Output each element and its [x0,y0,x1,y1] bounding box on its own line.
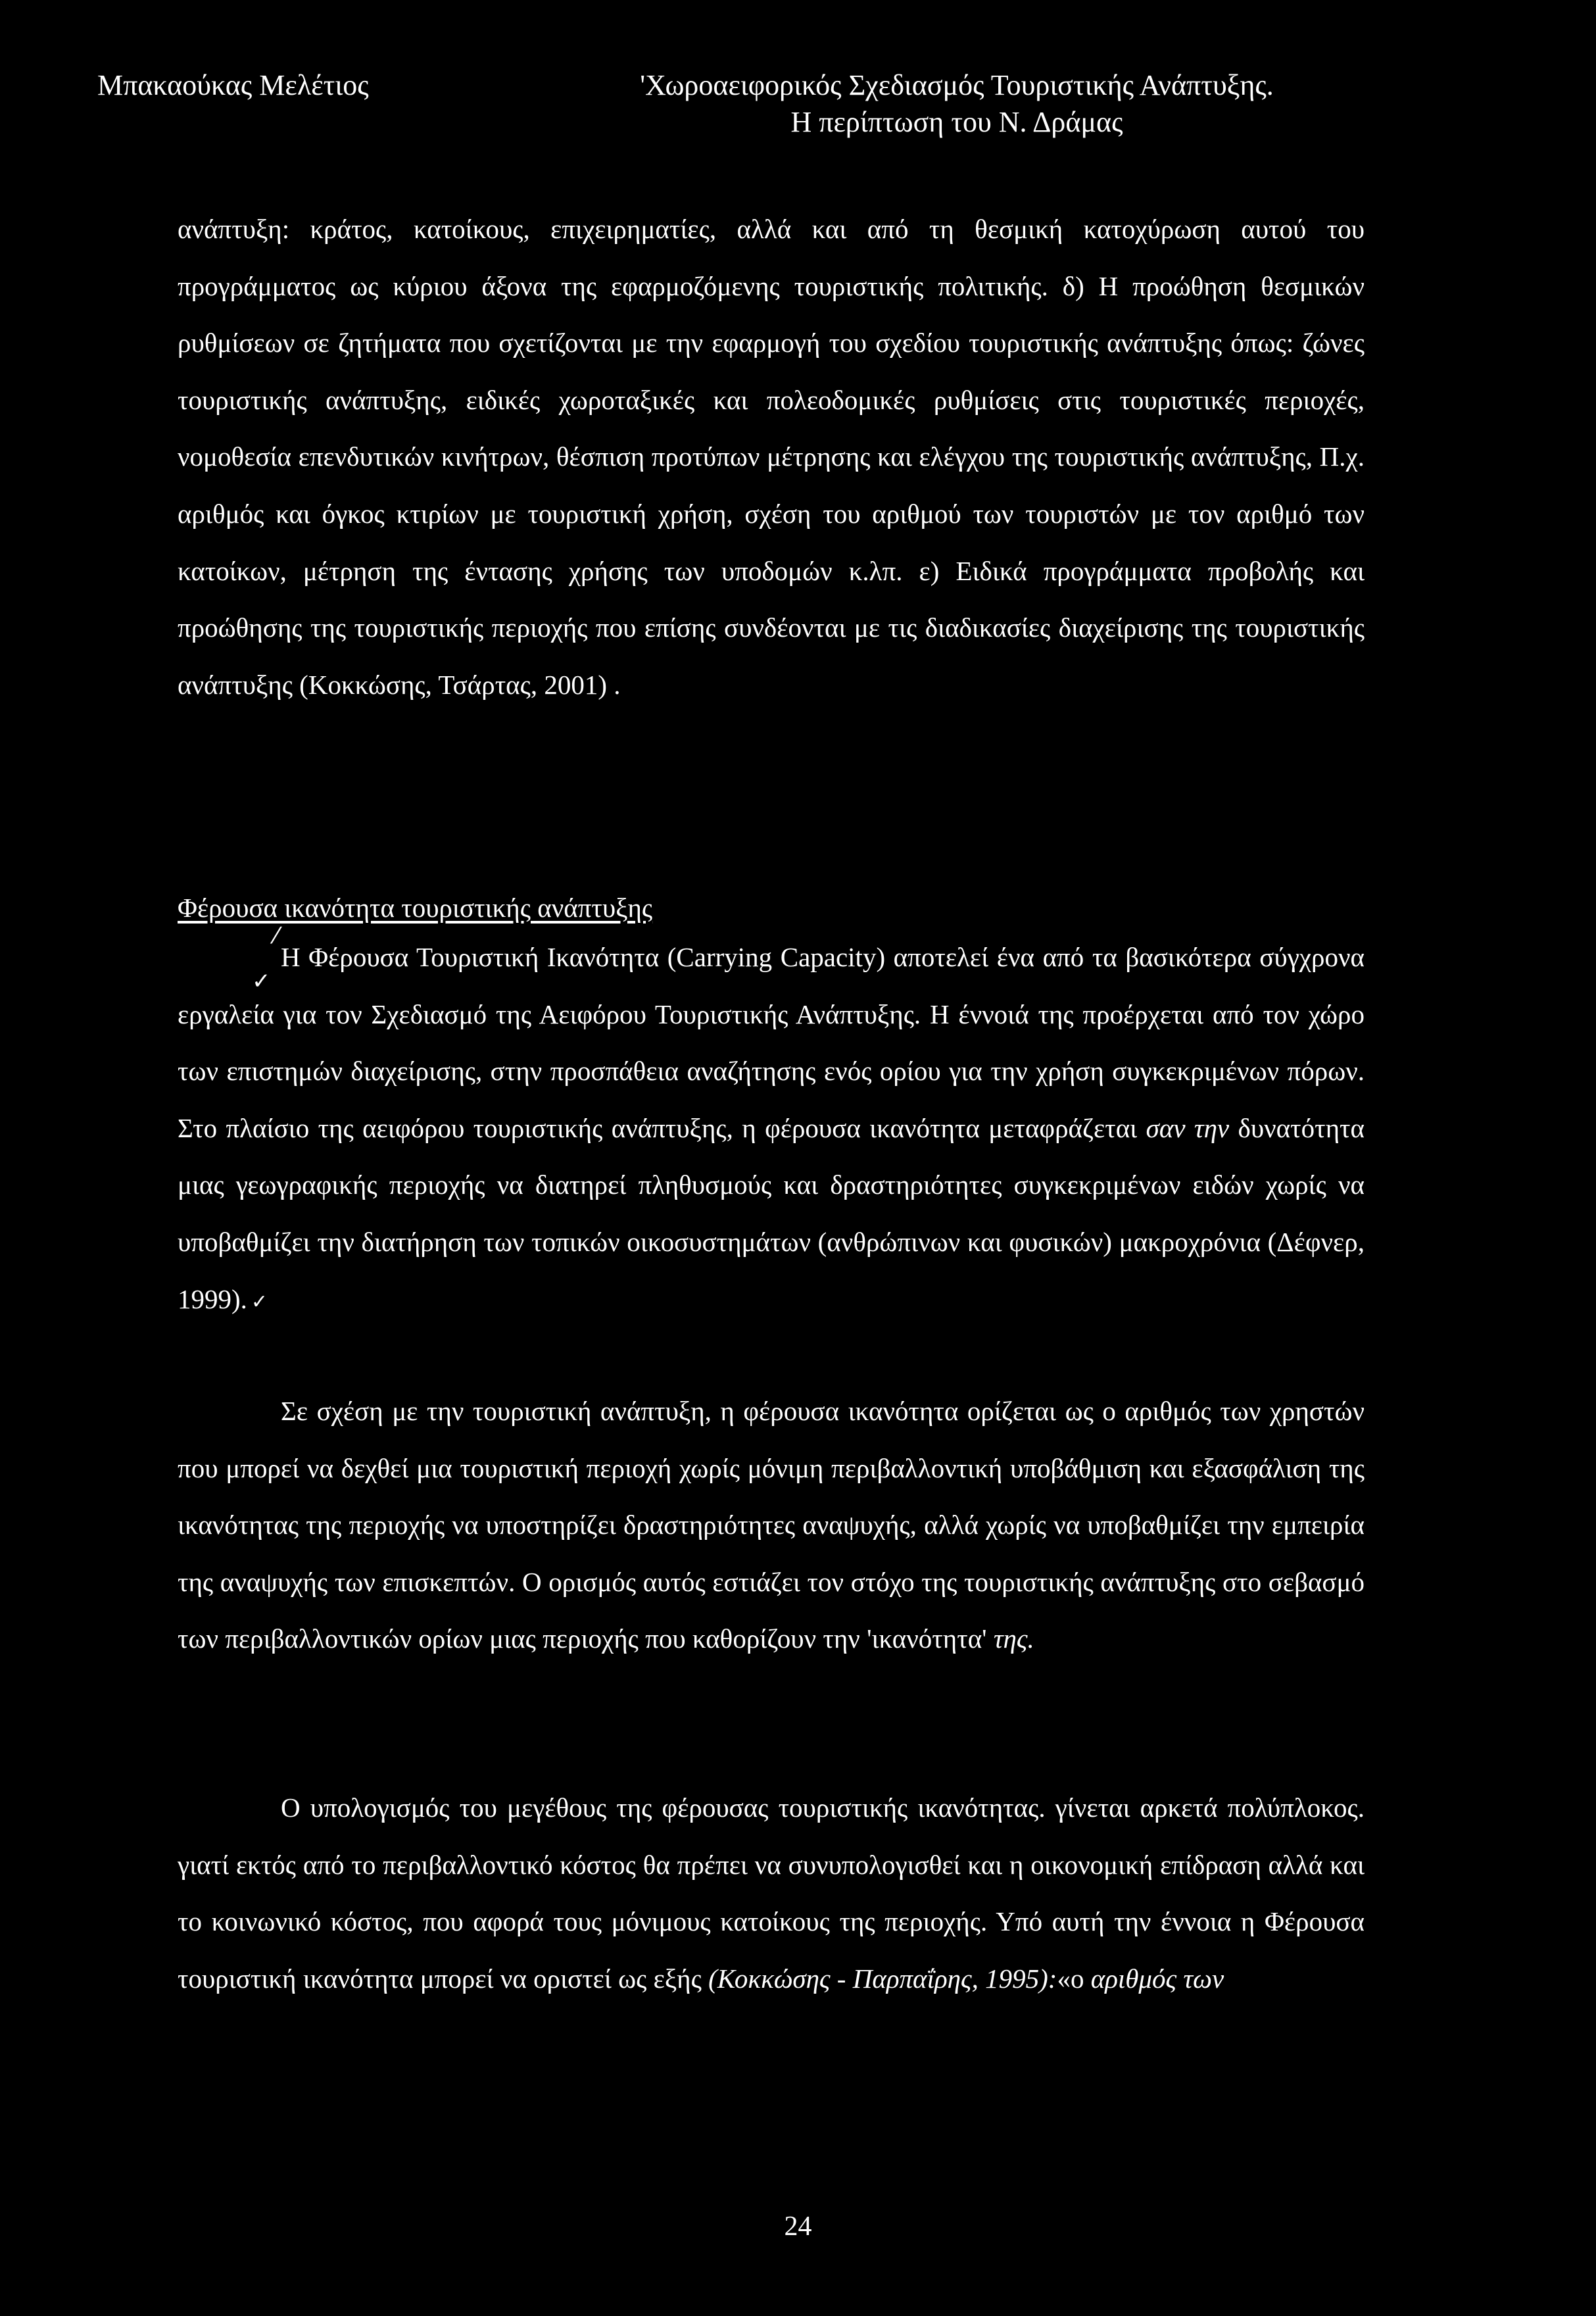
paragraph-4-italic-end: αριθμός των [1090,1963,1224,1994]
header-title-line2: Η περίπτωση του Ν. Δράμας [790,106,1123,138]
header-title [579,67,1335,141]
paragraph-2 [178,929,1365,1331]
header-title-line1: 'Χωροαειφορικός Σχεδιασμός Τουριστικής Ανάπτυξης. [640,69,1274,101]
paragraph-4-citation: (Κοκκώσης - Παρπαΐρης, 1995): [708,1963,1057,1994]
paragraph-2-text: Η Φέρουσα Τουριστική Ικανότητα (Carrying Capacity) αποτελεί ένα από τα βασικότερα σύγχρονα εργαλεία για τον Σχεδιασμό της Αειφόρου Τουριστικής Ανάπτυξης. Η έννοιά της προέρχεται από τον χώρο των επιστημών διαχείρισης, στην προσπάθεια αναζήτησης ενός ορίου για την χρήση συγκεκριμένων πόρων. Στο πλαίσιο της αειφόρου τουριστικής ανάπτυξης, η φέρουσα ικανότητα μεταφράζεται [178,942,1365,1143]
page-number: 24 [784,2211,812,2242]
paragraph-3 [178,1383,1365,1667]
handwritten-tick-icon: ✓ [251,1290,268,1314]
paragraph-3-italic: της. [993,1623,1034,1654]
handwritten-mark-icon: ⁄ [274,923,278,949]
handwritten-check-icon: ✓ [252,968,271,995]
paragraph-1: ανάπτυξη: κράτος, κατοίκους, επιχειρηματίες, αλλά και από τη θεσμική κατοχύρωση αυτού του προγράμματος ως κύριου άξονα της εφαρμοζόμενης τουριστικής πολιτικής. δ) Η προώθηση θεσμικών ρυθμίσεων σε ζητήματα που σχετίζονται με την εφαρμογή του σχεδίου τουριστικής ανάπτυξης όπως: ζώνες τουριστικής ανάπτυξης, ειδικές χωροταξικές και πολεοδομικές ρυθμίσεις στις τουριστικές περιοχές, νομοθεσία επενδυτικών κινήτρων, θέσπιση προτύπων μέτρησης και ελέγχου της τουριστικής ανάπτυξης, Π.χ. αριθμός και όγκος κτιρίων με τουριστική χρήση, σχέση του αριθμού των τουριστών με τον αριθμό των κατοίκων, μέτρηση της έντασης χρήσης των υποδομών κ.λπ. ε) Ειδικά προγράμματα προβολής και προώθησης της τουριστικής περιοχής που επίσης συνδέονται με τις διαδικασίες διαχείρισης της τουριστικής ανάπτυξης (Κοκκώσης, Τσάρτας, 2001) . [178,214,1365,700]
header-author: Μπακαούκας Μελέτιος [97,69,369,101]
paragraph-3-text: Σε σχέση με την τουριστική ανάπτυξη, η φέρουσα ικανότητα ορίζεται ως ο αριθμός των χρηστών που μπορεί να δεχθεί μια τουριστική περιοχή χωρίς μόνιμη περιβαλλοντική υποβάθμιση και εξασφάλιση της ικανότητας της περιοχής να υποστηρίζει δραστηριότητες αναψυχής, αλλά χωρίς να υποβαθμίζει την εμπειρία της αναψυχής των επισκεπτών. Ο ορισμός αυτός εστιάζει τον στόχο της τουριστικής ανάπτυξης στο σεβασμό των περιβαλλοντικών ορίων μιας περιοχής που καθορίζουν την 'ικανότητα' [178,1396,1365,1654]
paragraph-4-quote: «ο [1057,1963,1084,1994]
paragraph-4-text: Ο υπολογισμός του μεγέθους της φέρουσας τουριστικής ικανότητας. γίνεται αρκετά πολύπλοκος. γιατί εκτός από το περιβαλλοντικό κόστος θα πρέπει να συνυπολογισθεί και η οικονομική επίδραση αλλά και το κοινωνικό κόστος, που αφορά τους μόνιμους κατοίκους της περιοχής. Υπό αυτή την έννοια η Φέρουσα τουριστική ικανότητα μπορεί να οριστεί ως εξής [178,1792,1365,1994]
paragraph-2-text-cont: δυνατότητα μιας γεωγραφικής περιοχής να διατηρεί πληθυσμούς και δραστηριότητες συγκεκριμένων ειδών χωρίς να υποβαθμίζει την διατήρηση των τοπικών οικοσυστημάτων (ανθρώπινων και φυσικών) μακροχρόνια (Δέφνερ, 1999). [178,1112,1365,1314]
section-heading: Φέρουσα ικανότητα τουριστικής ανάπτυξης [178,893,653,923]
paragraph-2-italic: σαν την [1146,1112,1230,1143]
paragraph-4 [178,1779,1365,2007]
